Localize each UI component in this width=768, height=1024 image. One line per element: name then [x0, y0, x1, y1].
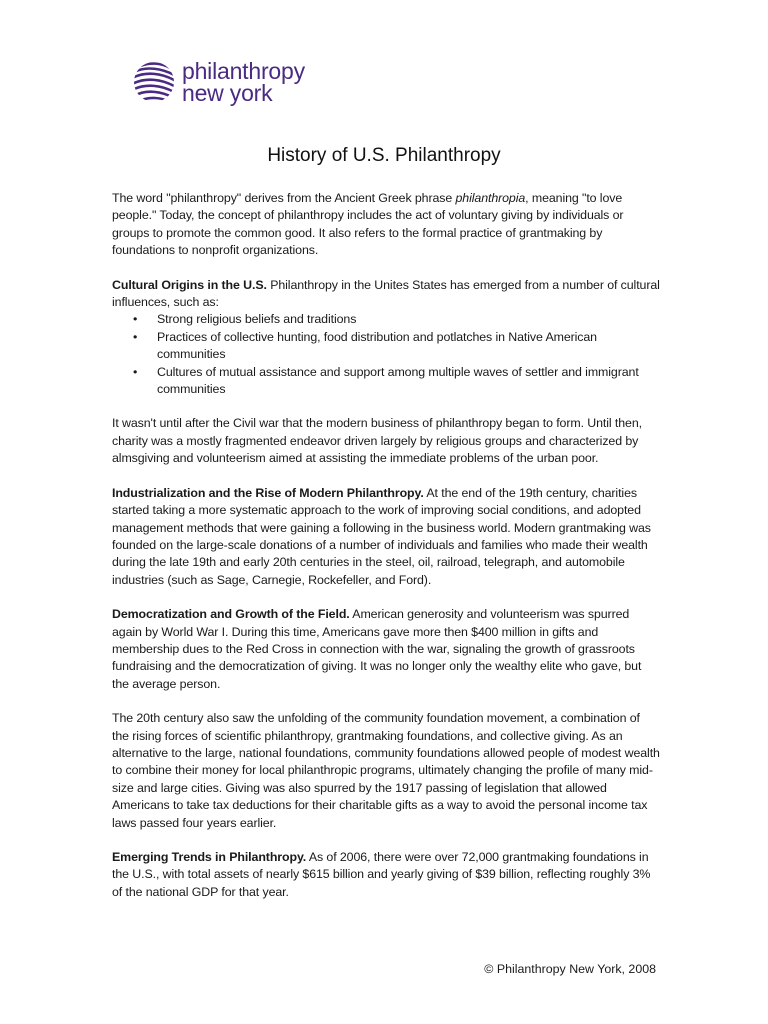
philanthropy-swirl-icon — [132, 60, 176, 104]
document-body — [112, 190, 660, 918]
logo-wordmark — [182, 60, 305, 104]
logo — [132, 60, 305, 104]
industrialization-heading: Industrialization and the Rise of Modern Philanthropy. — [112, 485, 424, 500]
industrialization-text: At the end of the 19th century, charities started taking a more systematic approach to the work of improving social conditions, and adopted management methods that were gaining a following in the business world. Modern grantmaking was founded on the large-scale donations of a number of individuals and families who made their wealth during the late 19th and early 20th centuries in the steel, oil, railroad, telegraph, and automobile industries (such as Sage, Carnegie, Rockefeller, and Ford). — [112, 485, 651, 587]
bullet-glyph: • — [133, 329, 138, 344]
bullet-glyph: • — [133, 364, 138, 379]
intro-text-before: The word "philanthropy" derives from the Ancient Greek phrase — [112, 191, 456, 205]
democratization-text: American generosity and volunteerism was spurred again by World War I. During this time, Americans gave more then $400 million in gifts and membership dues to the Red Cross in connection with the war, signaling the growth of grassroots fundraising and the democratization of giving. It was no longer only the wealthy elite who gave, but the average person. — [112, 607, 642, 691]
cultural-origins-heading: Cultural Origins in the U.S. — [112, 277, 267, 292]
emerging-trends-text: As of 2006, there were over 72,000 grantmaking foundations in the U.S., with total assets of nearly $615 billion and yearly giving of $39 billion, reflecting roughly 3% of the national GDP for that year. — [112, 850, 651, 899]
industrialization-paragraph — [112, 485, 660, 589]
democratization-heading: Democratization and Growth of the Field. — [112, 607, 350, 622]
civil-war-paragraph: It wasn't until after the Civil war that the modern business of philanthropy began to form. Until then, charity was a mostly fragmented endeavor driven largely by religious groups and characterized by almsgiving and volunteerism aimed at assisting the immediate problems of the urban poor. — [112, 416, 642, 466]
list-item-text: Practices of collective hunting, food distribution and potlatches in Native American communities — [157, 329, 597, 362]
list-item — [133, 311, 660, 328]
bullet-glyph: • — [133, 312, 138, 327]
copyright-footer: © Philanthropy New York, 2008 — [484, 962, 656, 976]
logo-line-1: philanthropy — [182, 58, 305, 84]
list-item — [133, 364, 660, 399]
intro-text-after: , meaning "to love people." Today, the concept of philanthropy includes the act of voluntary giving by individuals or groups to promote the common good. It also refers to the formal practice of grantmaking by foundations to nonprofit organizations. — [112, 191, 624, 258]
intro-paragraph — [112, 190, 660, 260]
emerging-trends-heading: Emerging Trends in Philanthropy. — [112, 850, 307, 864]
cultural-origins-paragraph — [112, 277, 660, 312]
democratization-paragraph — [112, 606, 660, 693]
cultural-origins-list — [112, 311, 660, 398]
cultural-origins-text: Philanthropy in the Unites States has emerged from a number of cultural influences, such as: — [112, 277, 660, 310]
twentieth-century-paragraph: The 20th century also saw the unfolding of the community foundation movement, a combination of the rising forces of scientific philanthropy, grantmaking foundations, and collective giving. As an alternative to the large, national foundations, community foundations allowed people of modest wealth to combine their money for local philanthropic programs, ultimately changing the profile of many mid-size and large cities. Giving was also spurred by the 1917 passing of legislation that allowed Americans to take tax deductions for their charitable gifts as a way to avoid the personal income tax laws passed four years earlier. — [112, 711, 660, 830]
list-item-text: Strong religious beliefs and traditions — [157, 312, 357, 327]
page-title: History of U.S. Philanthropy — [267, 145, 501, 166]
list-item — [133, 329, 660, 364]
emerging-trends-paragraph — [112, 849, 660, 901]
logo-line-2: new york — [182, 80, 273, 106]
list-item-text: Cultures of mutual assistance and support among multiple waves of settler and immigrant communities — [157, 364, 639, 397]
intro-italic-term: philanthropia — [455, 191, 526, 205]
